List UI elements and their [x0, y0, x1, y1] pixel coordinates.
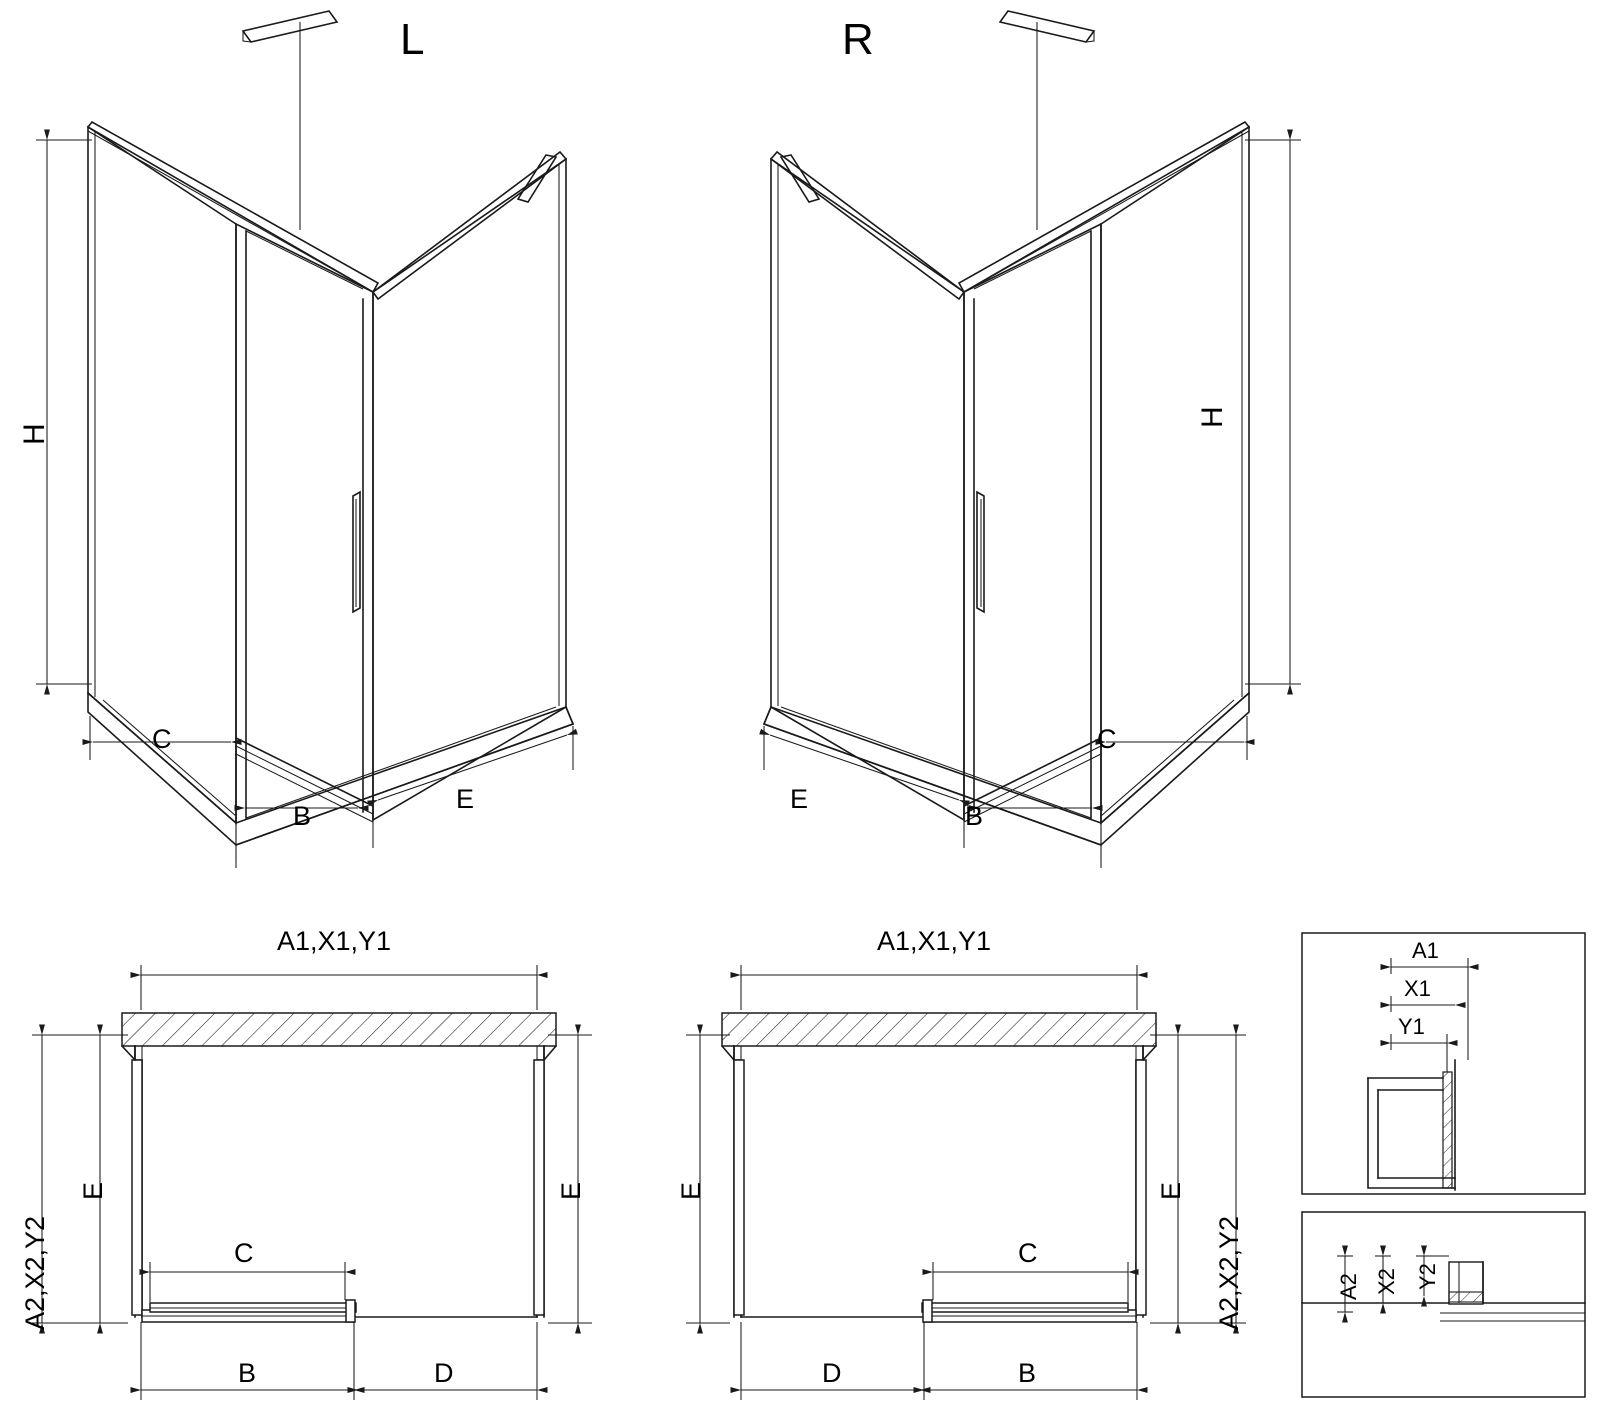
plan-right-side-dim-label: A2,X2,Y2 [1214, 1215, 1244, 1330]
plan-right-b-label: B [1018, 1358, 1037, 1388]
plan-view-left [32, 965, 592, 1400]
detail-view-top [1302, 933, 1585, 1194]
plan-right-c-label: C [1018, 1238, 1038, 1268]
iso-right-door-label: B [965, 801, 984, 831]
plan-right-d-label: D [822, 1358, 842, 1388]
plan-right-e-right-label: E [1156, 1181, 1186, 1200]
detail-top-a1-label: A1 [1412, 938, 1439, 963]
plan-left-e-right-label: E [556, 1181, 586, 1200]
detail-bottom-a2-label: A2 [1336, 1273, 1361, 1300]
plan-left-e-left-label: E [78, 1181, 108, 1200]
detail-top-x1-label: X1 [1404, 976, 1431, 1001]
plan-left-b-label: B [238, 1358, 257, 1388]
iso-left-door-label: B [293, 801, 312, 831]
iso-left-side-label: E [456, 784, 475, 814]
plan-left-side-dim-label: A2,X2,Y2 [20, 1215, 50, 1330]
detail-bottom-y2-label: Y2 [1415, 1263, 1440, 1290]
iso-right-variant-label: R [842, 15, 874, 64]
iso-left-height-label: H [18, 423, 51, 445]
iso-left-variant-label: L [400, 15, 425, 64]
iso-right-back-label: C [1097, 724, 1117, 754]
iso-view-left [36, 11, 573, 868]
iso-right-height-label: H [1196, 406, 1229, 428]
iso-left-back-label: C [152, 724, 172, 754]
iso-right-side-label: E [790, 784, 809, 814]
plan-left-d-label: D [434, 1358, 454, 1388]
plan-right-e-left-label: E [676, 1181, 706, 1200]
plan-right-top-dim-label: A1,X1,Y1 [877, 926, 992, 956]
detail-bottom-x2-label: X2 [1374, 1268, 1399, 1295]
plan-left-c-label: C [234, 1238, 254, 1268]
detail-top-y1-label: Y1 [1398, 1014, 1425, 1039]
plan-left-top-dim-label: A1,X1,Y1 [277, 926, 392, 956]
detail-view-bottom [1302, 1212, 1585, 1397]
iso-view-right [764, 11, 1301, 868]
